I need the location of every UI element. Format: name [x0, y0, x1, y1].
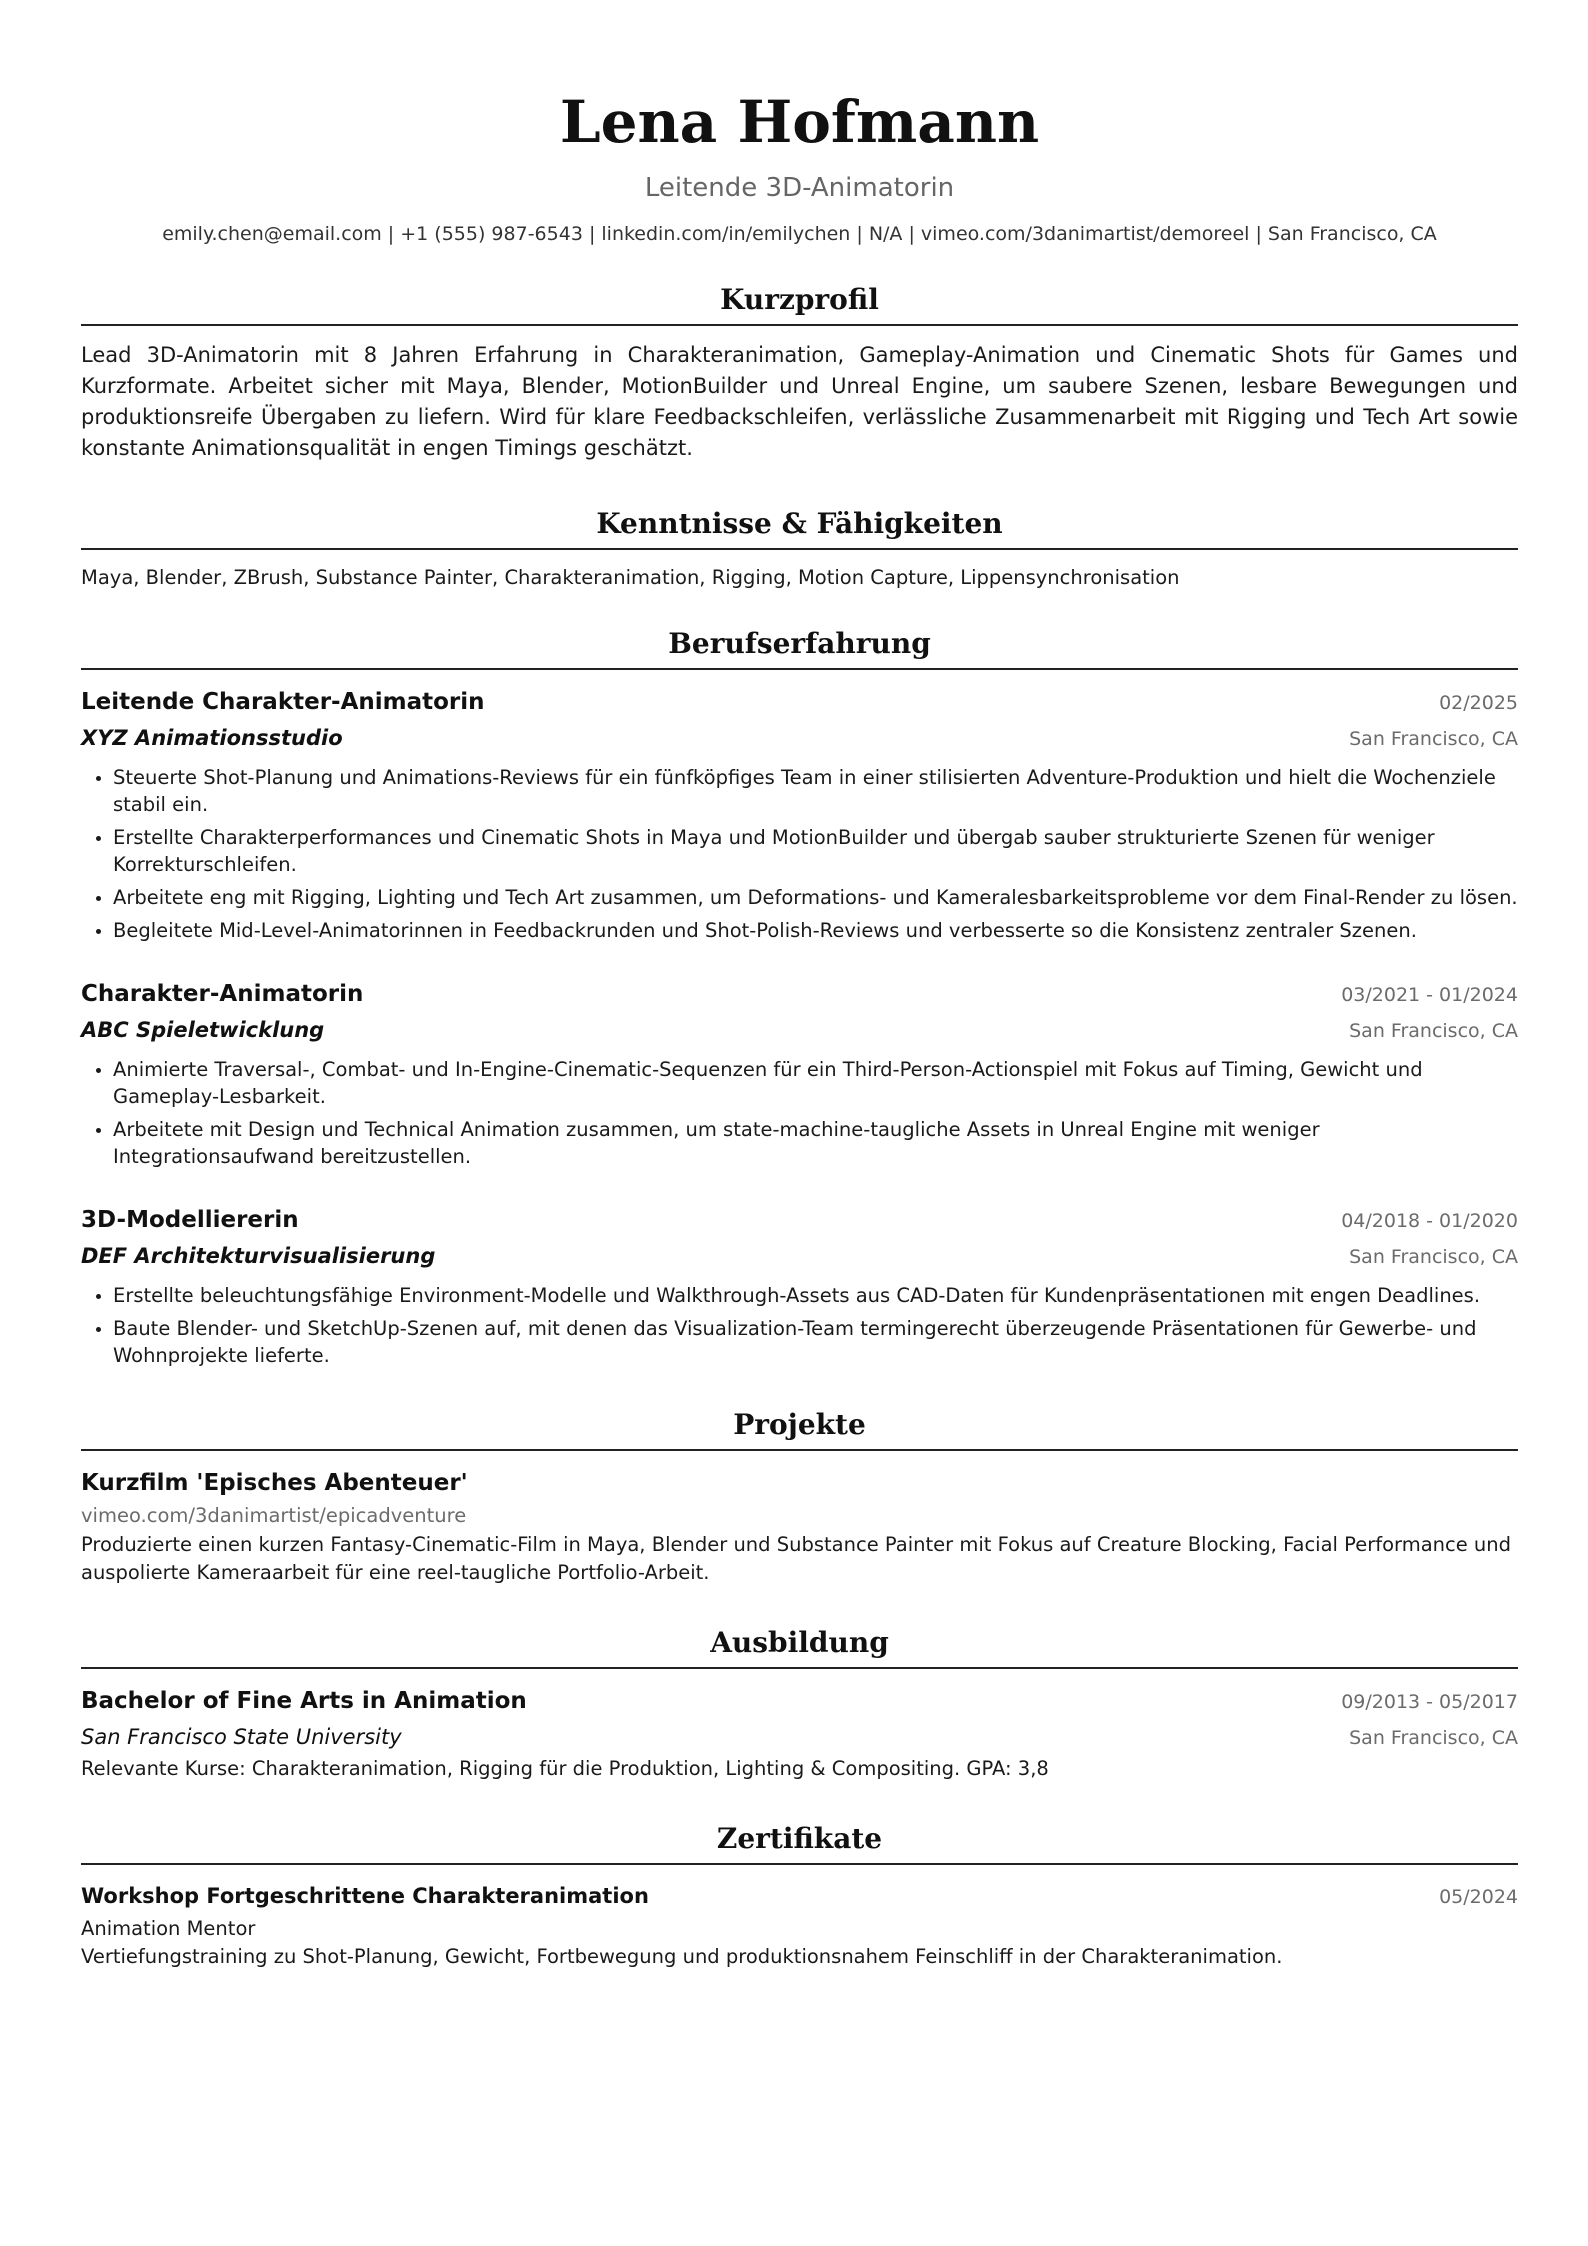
- certificate-title: Workshop Fortgeschrittene Charakteranimation: [81, 1884, 649, 1908]
- certificate-description: Vertiefungstraining zu Shot-Planung, Gewicht, Fortbewegung und produktionsnahem Feinschliff in der Charakteranimation.: [81, 1945, 1283, 1968]
- skills-section: [81, 504, 1518, 592]
- company-name: XYZ Animationsstudio: [81, 726, 343, 750]
- job-dates: 03/2021 - 01/2024: [1341, 984, 1518, 1006]
- skills-heading: Kenntnisse & Fähigkeiten: [81, 504, 1518, 550]
- company-name: DEF Architekturvisualisierung: [81, 1244, 436, 1268]
- contact-line: emily.chen@email.com | +1 (555) 987-6543 | linkedin.com/in/emilychen | N/A | vimeo.com/3danimartist/demoreel | San Francisco, CA: [162, 223, 1437, 245]
- education-entry: [81, 1683, 1518, 1783]
- candidate-title: Leitende 3D-Animatorin: [644, 173, 955, 203]
- experience-entry: [81, 684, 1518, 944]
- bullet-item: • Begleitete Mid-Level-Animatorinnen in Feedbackrunden und Shot-Polish-Reviews und verbesserte so die Konsistenz zentraler Szenen.: [113, 917, 1518, 944]
- skills-list: Maya, Blender, ZBrush, Substance Painter, Charakteranimation, Rigging, Motion Capture, Lippensynchronisation: [81, 566, 1180, 589]
- education-heading: Ausbildung: [81, 1623, 1518, 1669]
- certificates-heading: Zertifikate: [81, 1819, 1518, 1865]
- certificate-date: 05/2024: [1439, 1886, 1518, 1908]
- school-name: San Francisco State University: [81, 1725, 402, 1749]
- school-location: San Francisco, CA: [1349, 1727, 1518, 1749]
- education-details: Relevante Kurse: Charakteranimation, Rigging für die Produktion, Lighting & Compositing. GPA: 3,8: [81, 1757, 1049, 1780]
- resume-page: [81, 80, 1518, 1971]
- job-title: Leitende Charakter-Animatorin: [81, 689, 485, 715]
- certificates-section: [81, 1819, 1518, 1971]
- summary-section: [81, 280, 1518, 464]
- resume-header: [81, 80, 1518, 248]
- job-title: 3D-Modelliererin: [81, 1207, 299, 1233]
- summary-text: Lead 3D-Animatorin mit 8 Jahren Erfahrung in Charakteranimation, Gameplay-Animation und Cinematic Shots für Games und Kurzformate. Arbeitet sicher mit Maya, Blender, MotionBuilder und Unreal Engine, um saubere Szenen, lesbare Bewegungen und produktionsreife Übergaben zu liefern. Wird für klare Feedbackschleifen, verlässliche Zusammenarbeit mit Rigging und Tech Art sowie konstante Animationsqualität in engen Timings geschätzt.: [81, 343, 1518, 460]
- company-name: ABC Spieletwicklung: [81, 1018, 325, 1042]
- project-link[interactable]: vimeo.com/3danimartist/epicadventure: [81, 1504, 467, 1527]
- project-title: Kurzfilm 'Episches Abenteuer': [81, 1470, 468, 1496]
- project-description: Produzierte einen kurzen Fantasy-Cinematic-Film in Maya, Blender und Substance Painter mit Fokus auf Creature Blocking, Facial Performance und auspolierte Kameraarbeit für eine reel-taugliche Portfolio-Arbeit.: [81, 1533, 1512, 1584]
- bullet-item: • Baute Blender- und SketchUp-Szenen auf, mit denen das Visualization-Team termingerecht überzeugende Präsentationen für Gewerbe- und Wohnprojekte lieferte.: [113, 1315, 1518, 1369]
- experience-heading: Berufserfahrung: [81, 624, 1518, 670]
- bullet-item: • Steuerte Shot-Planung und Animations-Reviews für ein fünfköpfiges Team in einer stilisierten Adventure-Produktion und hielt die Wochenziele stabil ein.: [113, 764, 1518, 818]
- projects-heading: Projekte: [81, 1405, 1518, 1451]
- education-dates: 09/2013 - 05/2017: [1341, 1691, 1518, 1713]
- job-location: San Francisco, CA: [1349, 1020, 1518, 1042]
- experience-entry: [81, 976, 1518, 1170]
- job-bullets: [81, 764, 1518, 944]
- education-section: [81, 1623, 1518, 1783]
- bullet-item: • Arbeitete mit Design und Technical Animation zusammen, um state-machine-taugliche Assets in Unreal Engine mit weniger Integrationsaufwand bereitzustellen.: [113, 1116, 1518, 1170]
- job-location: San Francisco, CA: [1349, 728, 1518, 750]
- job-location: San Francisco, CA: [1349, 1246, 1518, 1268]
- certificate-entry: [81, 1879, 1518, 1971]
- projects-section: [81, 1405, 1518, 1587]
- job-bullets: [81, 1282, 1518, 1369]
- project-entry: [81, 1465, 1518, 1587]
- job-dates: 04/2018 - 01/2020: [1341, 1210, 1518, 1232]
- job-bullets: [81, 1056, 1518, 1170]
- summary-heading: Kurzprofil: [81, 280, 1518, 326]
- bullet-item: • Erstellte Charakterperformances und Cinematic Shots in Maya und MotionBuilder und übergab sauber strukturierte Szenen für weniger Korrekturschleifen.: [113, 824, 1518, 878]
- experience-section: [81, 624, 1518, 1369]
- degree-title: Bachelor of Fine Arts in Animation: [81, 1688, 527, 1714]
- bullet-item: • Arbeitete eng mit Rigging, Lighting und Tech Art zusammen, um Deformations- und Kameralesbarkeitsprobleme vor dem Final-Render zu lösen.: [113, 884, 1518, 911]
- bullet-item: • Animierte Traversal-, Combat- und In-Engine-Cinematic-Sequenzen für ein Third-Person-Actionspiel mit Fokus auf Timing, Gewicht und Gameplay-Lesbarkeit.: [113, 1056, 1518, 1110]
- candidate-name: Lena Hofmann: [559, 88, 1040, 156]
- bullet-item: • Erstellte beleuchtungsfähige Environment-Modelle und Walkthrough-Assets aus CAD-Daten für Kundenpräsentationen mit engen Deadlines.: [113, 1282, 1518, 1309]
- certificate-issuer: Animation Mentor: [81, 1917, 256, 1940]
- job-dates: 02/2025: [1439, 692, 1518, 714]
- job-title: Charakter-Animatorin: [81, 981, 364, 1007]
- experience-entry: [81, 1202, 1518, 1369]
